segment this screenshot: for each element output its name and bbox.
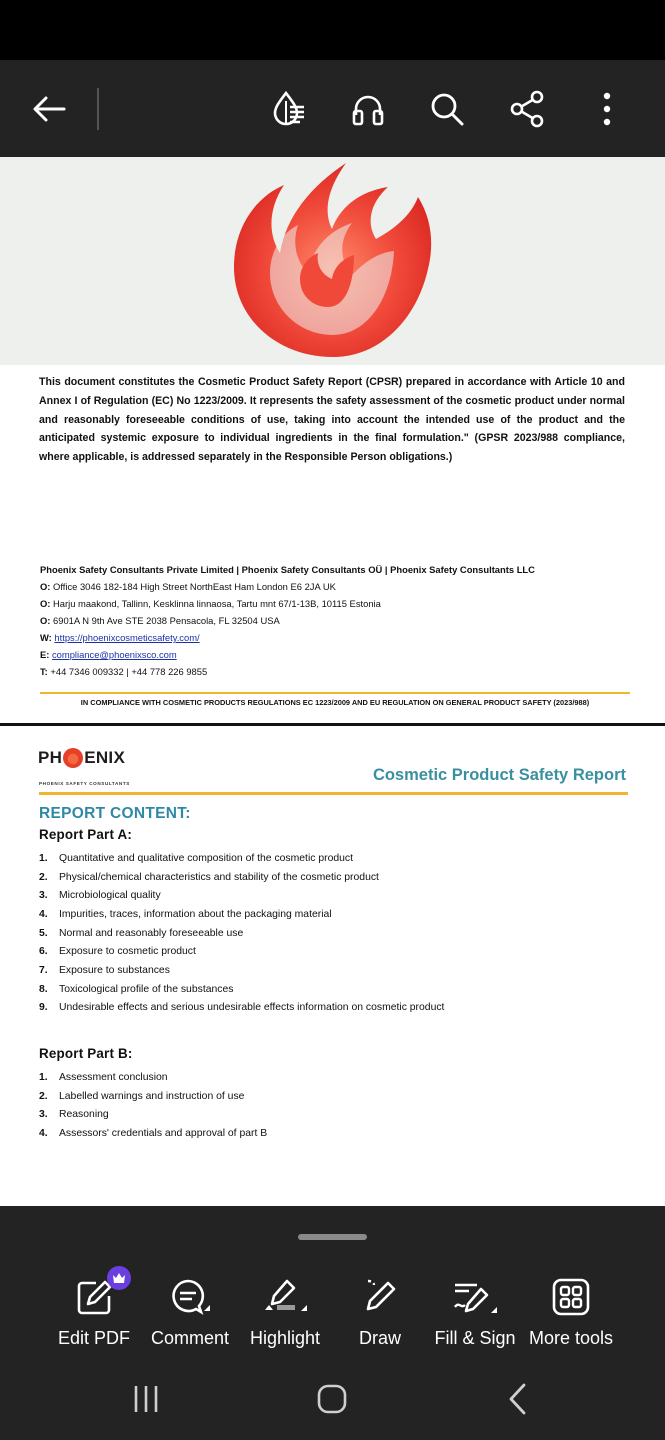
- liquid-mode-icon[interactable]: [263, 84, 313, 134]
- search-icon[interactable]: [422, 84, 472, 134]
- company-name: Phoenix Safety Consultants Private Limited | Phoenix Safety Consultants OÜ | Phoenix Safety Consultants LLC: [40, 564, 535, 575]
- toolbar-divider: [97, 88, 99, 130]
- list-item: 2. Physical/chemical characteristics and stability of the cosmetic product: [39, 871, 379, 883]
- more-tools-button[interactable]: [516, 1268, 626, 1354]
- part-b-list: [39, 1068, 639, 1143]
- list-item: 4. Impurities, traces, information about the packaging material: [39, 908, 332, 920]
- pdf-page-2: [0, 726, 665, 1206]
- list-item: 2. Labelled warnings and instruction of use: [39, 1090, 245, 1102]
- read-aloud-icon[interactable]: [343, 84, 393, 134]
- highlight-button[interactable]: [230, 1268, 340, 1354]
- drag-handle[interactable]: [298, 1234, 367, 1240]
- cpsr-intro-paragraph: This document constitutes the Cosmetic Product Safety Report (CPSR) prepared in accordance with Article 10 and Annex I of Regulation (EC) No 1223/2009. It represents the safety assessment of the cosmetic product under normal and reasonably foreseeable conditions of use, taking into account the intended use of the product and the anticipated systemic exposure to individual ingredients in the final formulation." (GPSR 2023/988 compliance, where applicable, is addressed separately in the Responsible Person obligations.): [39, 376, 625, 464]
- report-title: Cosmetic Product Safety Report: [372, 766, 626, 784]
- phoenix-logo-image: [228, 157, 438, 365]
- contact-line: O: Office 3046 182-184 High Street NorthEast Ham London E6 2JA UK: [40, 581, 336, 592]
- contact-line: O: Harju maakond, Tallinn, Kesklinna linnaosa, Tartu mnt 67/1-13B, 10115 Estonia: [40, 598, 381, 609]
- list-item: 8. Toxicological profile of the substances: [39, 983, 234, 995]
- list-item: 4. Assessors' credentials and approval of part B: [39, 1127, 268, 1139]
- home-icon[interactable]: [302, 1379, 362, 1419]
- tool-label: More tools: [528, 1328, 614, 1348]
- tool-label: Edit PDF: [57, 1328, 131, 1348]
- list-item: 9. Undesirable effects and serious undesirable effects information on cosmetic product: [39, 1002, 445, 1014]
- top-toolbar: [0, 60, 665, 157]
- comment-button[interactable]: [135, 1268, 245, 1354]
- list-item: 3. Microbiological quality: [39, 890, 161, 902]
- list-item: 7. Exposure to substances: [39, 964, 170, 976]
- compliance-footer: IN COMPLIANCE WITH COSMETIC PRODUCTS REGULATIONS EC 1223/2009 AND EU REGULATION ON GENERAL PRODUCT SAFETY (2023/988): [80, 698, 590, 707]
- contact-line: W: https://phoenixcosmeticsafety.com/: [40, 632, 200, 643]
- contact-line: E: compliance@phoenixsco.com: [40, 649, 177, 660]
- gold-divider: [39, 792, 628, 795]
- fill-sign-icon: [450, 1272, 500, 1322]
- draw-icon: [355, 1272, 405, 1322]
- list-item: 6. Exposure to cosmetic product: [39, 946, 196, 958]
- draw-button[interactable]: [325, 1268, 435, 1354]
- company-contact-block: [40, 561, 640, 680]
- email-link[interactable]: compliance@phoenixsco.com: [51, 649, 177, 660]
- recent-apps-icon[interactable]: [116, 1379, 176, 1419]
- report-content-heading: REPORT CONTENT:: [39, 805, 191, 822]
- phoenix-logo: PH ENIX: [38, 748, 126, 767]
- cover-banner: [0, 157, 665, 365]
- contact-line: O: 6901A N 9th Ave STE 2038 Pensacola, FL 32504 USA: [40, 615, 280, 626]
- tool-label: Highlight: [249, 1328, 321, 1348]
- system-back-icon[interactable]: [488, 1379, 548, 1419]
- share-icon[interactable]: [502, 84, 552, 134]
- logo-subtitle: PHOENIX SAFETY CONSULTANTS: [39, 781, 130, 786]
- tool-label: Draw: [358, 1328, 401, 1348]
- back-arrow-icon[interactable]: [24, 84, 74, 134]
- more-vertical-icon[interactable]: [582, 84, 632, 134]
- gold-divider: [40, 692, 630, 694]
- pdf-page-1: [0, 157, 665, 723]
- tool-label: Comment: [150, 1328, 230, 1348]
- part-a-heading: Report Part A:: [39, 827, 133, 842]
- list-item: 1. Assessment conclusion: [39, 1071, 168, 1083]
- tool-label: Fill & Sign: [434, 1328, 516, 1348]
- more-tools-icon: [546, 1272, 596, 1322]
- part-a-list: [39, 849, 639, 1017]
- highlight-icon: [260, 1272, 310, 1322]
- website-link[interactable]: https://phoenixcosmeticsafety.com/: [54, 632, 200, 643]
- list-item: 3. Reasoning: [39, 1109, 109, 1121]
- fill-sign-button[interactable]: [420, 1268, 530, 1354]
- system-nav-bar: [0, 1357, 665, 1440]
- edit-pdf-button[interactable]: [39, 1268, 149, 1354]
- comment-icon: [165, 1272, 215, 1322]
- contact-line: T: +44 7346 009332 | +44 778 226 9855: [40, 666, 208, 677]
- bottom-tools-panel: [0, 1206, 665, 1357]
- status-bar: [0, 0, 665, 60]
- logo-flame-icon: [63, 748, 83, 768]
- list-item: 5. Normal and reasonably foreseeable use: [39, 927, 244, 939]
- pdf-document-view[interactable]: [0, 157, 665, 1206]
- part-b-heading: Report Part B:: [39, 1046, 133, 1061]
- premium-crown-icon: [107, 1266, 131, 1290]
- list-item: 1. Quantitative and qualitative composition of the cosmetic product: [39, 852, 353, 864]
